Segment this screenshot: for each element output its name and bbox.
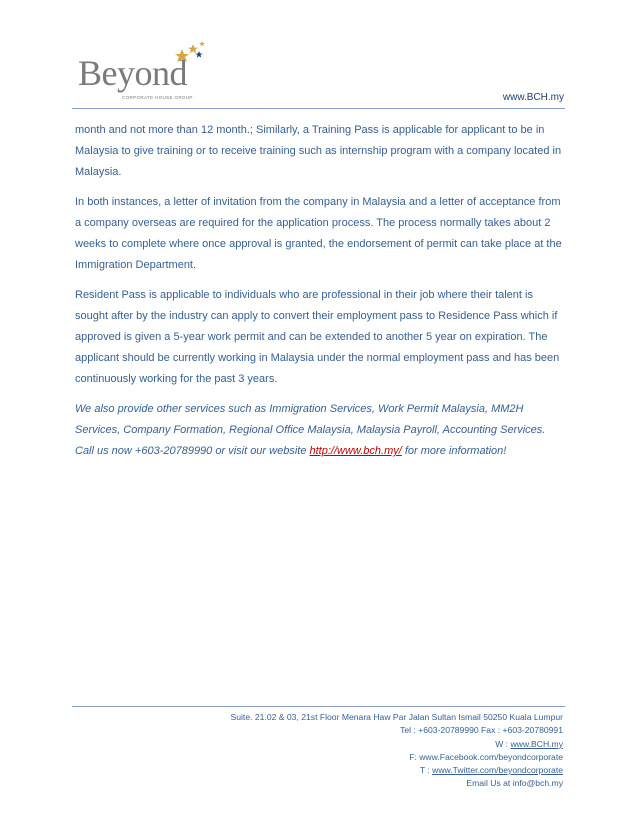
footer-divider bbox=[72, 706, 565, 707]
logo-tagline: CORPORATE HOUSE GROUP bbox=[122, 95, 193, 100]
paragraph-resident-pass: Resident Pass is applicable to individuals who are professional in their job where their talent is sought after by the industry can apply to convert their employment pass to Residence Pass which if approved is given a 5-year work permit and can be extended to another 5 year on expiration. The applicant should be currently working in Malaysia under the normal employment pass and has been continuously working for the past 3 years. bbox=[75, 289, 560, 385]
footer-twitter-line bbox=[83, 764, 563, 777]
document-body bbox=[75, 120, 565, 471]
logo-wordmark: Beyond bbox=[78, 53, 187, 93]
paragraph-training-pass: month and not more than 12 month.; Similarly, a Training Pass is applicable for applicant to be in Malaysia to give training or to receive training such as internship program with a company located in Malaysia. bbox=[75, 124, 562, 178]
header-site-url: www.BCH.my bbox=[502, 92, 564, 103]
footer-facebook: F: www.Facebook.com/beyondcorporate bbox=[409, 751, 563, 762]
footer-address: Suite. 21.02 & 03, 21st Floor Menara Haw Par Jalan Sultan Ismail 50250 Kuala Lumpur bbox=[230, 712, 563, 722]
footer-web-prefix: W : bbox=[495, 738, 511, 749]
paragraph-application-process: In both instances, a letter of invitation from the company in Malaysia and a letter of acceptance from a company overseas are required for the application process. The process normally takes about 2 weeks to complete where once approval is granted, the endorsement of permit can take place at the Immigration Department. bbox=[75, 196, 562, 271]
footer-email: Email Us at info@bch.my bbox=[466, 778, 563, 789]
footer-web-link[interactable]: www.BCH.my bbox=[510, 738, 563, 749]
website-link[interactable]: http://www.bch.my/ bbox=[309, 445, 402, 457]
footer-twitter-link[interactable]: www.Twitter.com/beyondcorporate bbox=[432, 765, 563, 776]
footer-web-line bbox=[83, 738, 563, 751]
paragraph-services bbox=[75, 399, 565, 462]
header-divider bbox=[72, 108, 565, 109]
services-text: We also provide other services such as Immigration Services, Work Permit Malaysia, MM2H Services, Company Formation, Regional Office Malaysia, Malaysia Payroll, Accounting Services. Call us now +603-20789990 or visit our website bbox=[75, 403, 546, 457]
company-logo bbox=[72, 38, 222, 102]
footer-contact bbox=[83, 711, 563, 791]
services-tail: for more information! bbox=[401, 445, 507, 457]
footer-twitter-prefix: T : bbox=[419, 765, 433, 776]
footer-phone-fax: Tel : +603-20789990 Fax : +603-20780991 bbox=[400, 725, 563, 736]
